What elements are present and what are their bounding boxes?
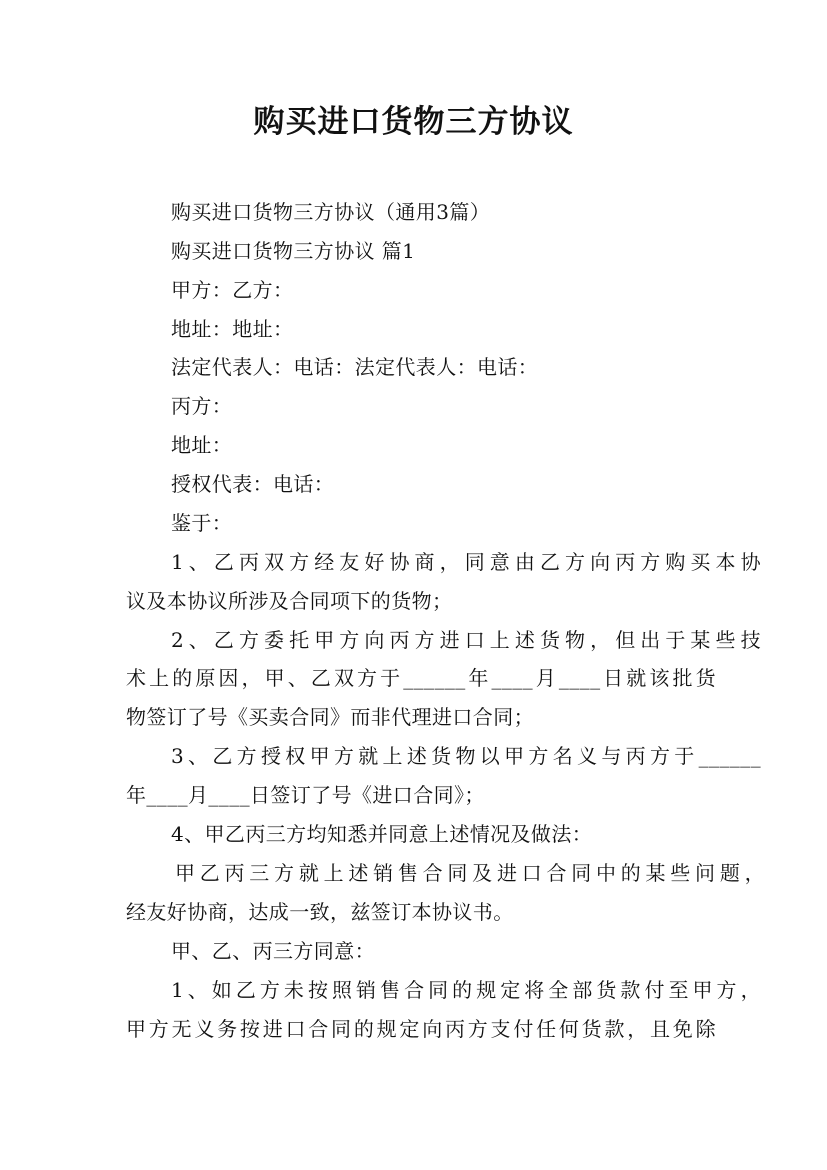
document-title: 购买进口货物三方协议 xyxy=(253,104,574,140)
document-line-clause-3-part-1: 3、乙方授权甲方就上述货物以甲方名义与丙方于______ xyxy=(171,744,761,768)
document-line-clause-1-part-1: 1、乙丙双方经友好协商，同意由乙方向丙方购买本协 xyxy=(171,550,761,574)
document-line-clause-4: 4、甲乙丙三方均知悉并同意上述情况及做法： xyxy=(171,822,593,846)
document-line-parties-a-b: 甲方：乙方： xyxy=(171,278,294,302)
document-line-whereas: 鉴于： xyxy=(171,511,233,535)
document-line-section-heading: 购买进口货物三方协议 篇1 xyxy=(171,239,416,263)
document-line-clause-2-part-3: 物签订了号《买卖合同》而非代理进口合同； xyxy=(126,705,534,729)
document-line-term-1-part-2: 甲方无义务按进口合同的规定向丙方支付任何货款，且免除 xyxy=(126,1017,716,1041)
document-line-term-1-part-1: 1、如乙方未按照销售合同的规定将全部货款付至甲方， xyxy=(171,978,761,1002)
document-line-address-c: 地址： xyxy=(171,433,233,457)
document-line-party-c: 丙方： xyxy=(171,394,233,418)
document-line-clause-2-part-1: 2、乙方委托甲方向丙方进口上述货物，但出于某些技 xyxy=(171,628,761,652)
document-line-addresses-a-b: 地址：地址： xyxy=(171,317,294,341)
document-line-clause-1-part-2: 议及本协议所涉及合同项下的货物； xyxy=(126,589,453,613)
document-line-agreement-intro-part-1: 甲乙丙三方就上述销售合同及进口合同中的某些问题， xyxy=(175,861,765,885)
document-line-parties-agree: 甲、乙、丙三方同意： xyxy=(171,939,375,963)
document-line-authorized-representative: 授权代表：电话： xyxy=(171,472,335,496)
document-line-agreement-intro-part-2: 经友好协商，达成一致，兹签订本协议书。 xyxy=(126,900,514,924)
document-line-subtitle: 购买进口货物三方协议（通用3篇） xyxy=(171,200,491,224)
document-line-clause-2-part-2: 术上的原因，甲、乙双方于______年____月____日就该批货 xyxy=(126,666,716,690)
document-line-clause-3-part-2: 年____月____日签订了号《进口合同》； xyxy=(126,783,485,807)
document-line-legal-representatives: 法定代表人：电话：法定代表人：电话： xyxy=(171,355,539,379)
